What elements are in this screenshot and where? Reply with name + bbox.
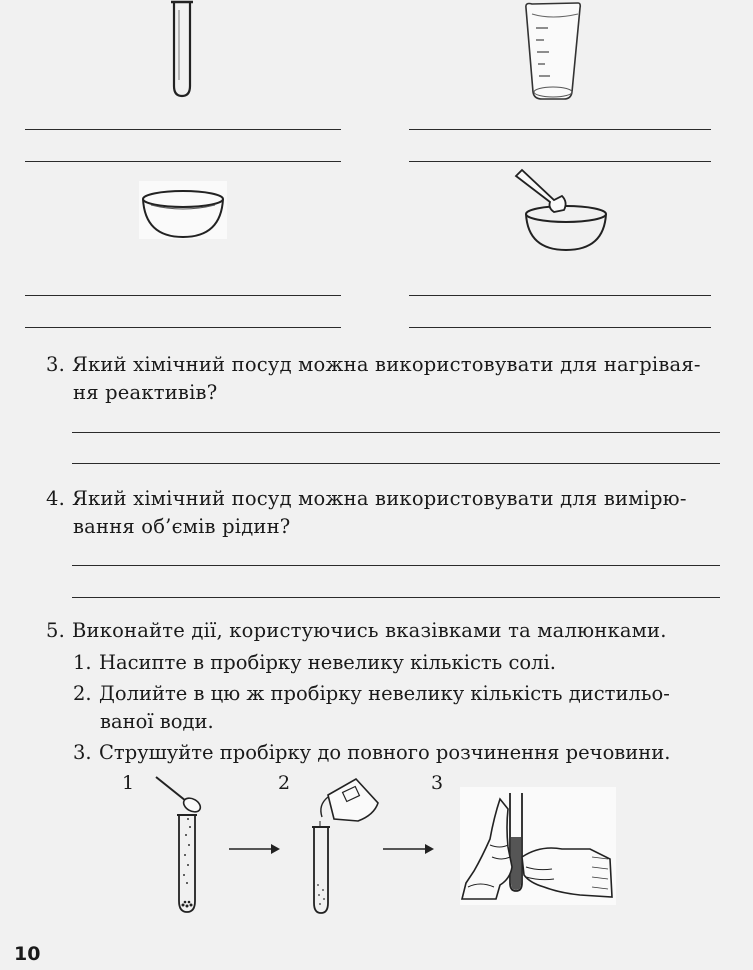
step-number: 3. [73,741,92,764]
step-number: 2. [73,682,92,705]
mortar-pestle-icon [514,166,608,252]
question-number: 3. [46,353,66,376]
answer-line [25,161,341,162]
answer-line [72,463,720,464]
pouring-tube-icon [298,775,388,915]
question-text: вання об’ємів рідин? [73,515,291,538]
arrow-right-icon [383,843,435,855]
step-text: Струшуйте пробірку до повного розчинення речовини. [99,741,671,764]
spoon-tube-icon [150,775,220,915]
answer-line [409,327,711,328]
answer-line [72,432,720,433]
question-text: Який хімічний посуд можна використовувати для вимірю- [72,487,687,510]
shaking-hands-icon [460,787,616,905]
question-3 [46,351,726,407]
answer-line [25,129,341,130]
bowl-icon [139,181,227,239]
step-2 [73,680,733,736]
page-number: 10 [14,943,41,965]
question-number: 4. [46,487,66,510]
figure-label-1: 1 [122,772,135,794]
figure-label-3: 3 [431,772,444,794]
question-text: Виконайте дії, користуючись вказівками та малюнками. [72,619,667,642]
answer-line [409,295,711,296]
question-5 [46,617,726,645]
measuring-beaker-icon [522,0,584,102]
step-number: 1. [73,651,92,674]
test-tube-icon [170,0,194,98]
question-number: 5. [46,619,66,642]
answer-line [72,565,720,566]
question-4 [46,485,726,541]
question-text: Який хімічний посуд можна використовувати для нагрівая- [72,353,701,376]
step-3 [73,739,733,767]
step-text: ваної води. [100,710,214,733]
question-text: ня реактивів? [73,381,218,404]
figure-label-2: 2 [278,772,291,794]
answer-line [25,327,341,328]
arrow-right-icon [229,843,281,855]
answer-line [409,161,711,162]
answer-line [72,597,720,598]
step-text: Долийте в цю ж пробірку невелику кількість дистильо- [99,682,670,705]
answer-line [409,129,711,130]
step-1 [73,649,733,677]
answer-line [25,295,341,296]
step-text: Насипте в пробірку невелику кількість солі. [99,651,556,674]
